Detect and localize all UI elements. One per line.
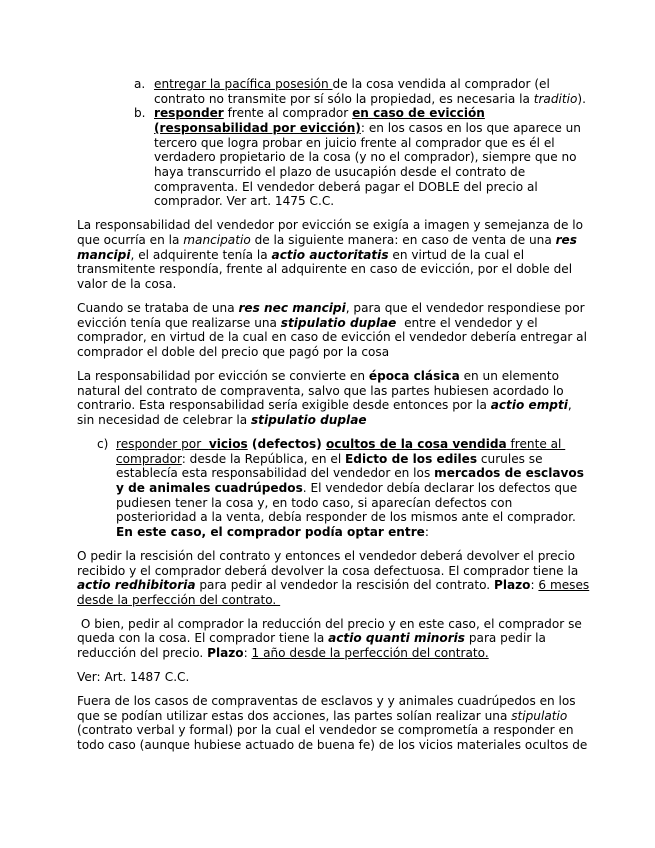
para-5-line-2	[77, 631, 546, 646]
para-7-line-4: todo caso (aunque hubiese actuado de buena fe) de los vicios materiales ocultos de	[77, 738, 588, 752]
item-b-line-1	[154, 106, 485, 121]
item-b-line-6: compraventa. El vendedor deberá pagar el DOBLE del precio al	[154, 180, 538, 194]
para-5-line-3	[77, 646, 489, 661]
item-c-line-7	[116, 525, 429, 540]
para-7-line-3: (contrato verbal y formal) por la cual el vendedor se comprometía a responder en	[77, 723, 574, 737]
para-5-line-1: O bien, pedir al comprador la reducción del precio y en este caso, el comprador se	[77, 617, 582, 631]
text: para pedir al vendedor la rescisión del contrato.	[195, 578, 494, 592]
text: que se podían utilizar estas dos acciones, las partes solían realizar una	[77, 709, 512, 723]
bold-term: época clásica	[368, 369, 460, 383]
bold-italic-term: actio auctoritatis	[271, 248, 389, 262]
text: contrato no transmite por sí sólo la propiedad, es necesaria la	[154, 92, 534, 106]
para-7-line-2	[77, 709, 567, 724]
text: de la cosa vendida al comprador (el	[332, 77, 550, 91]
bold-underlined-text: en caso de evicción	[352, 106, 485, 120]
underlined-text: responder por	[116, 437, 209, 451]
bold-italic-term: res nec mancipi	[238, 301, 346, 315]
para-3-line-3	[77, 398, 572, 413]
text: ).	[577, 92, 586, 106]
text: sin necesidad de celebrar la	[77, 413, 251, 427]
text: . El vendedor debía declarar los defectos que	[302, 481, 578, 495]
para-2-line-3: comprador, en virtud de la cual en caso de evicción el vendedor debería entregar al	[77, 330, 587, 344]
text: establecía esta responsabilidad del vendedor en los	[116, 466, 435, 480]
bold-term: Edicto de los ediles	[345, 452, 478, 466]
text: que ocurría en la	[77, 233, 184, 247]
item-c-line-6: posterioridad a la venta, debía responder de los mismos ante el comprador.	[116, 510, 576, 524]
para-1-line-3	[77, 248, 524, 263]
underlined-text: comprador	[116, 452, 182, 466]
bold-underlined-text: vicios	[208, 437, 248, 451]
text: :	[530, 578, 539, 592]
para-1-line-4: transmitente respondía, frente al adquirente en caso de evicción, por el doble del	[77, 262, 573, 276]
underlined-text: desde la perfección del contrato.	[77, 593, 281, 607]
item-a-line-2	[154, 92, 586, 107]
para-1-line-2	[77, 233, 577, 248]
text: :	[243, 646, 252, 660]
item-b-line-5: haya transcurrido el plazo de usucapión desde el contrato de	[154, 165, 526, 179]
bold-italic-term: res	[555, 233, 577, 247]
italic-term: traditio	[533, 92, 578, 106]
list-marker-b: b.	[134, 106, 146, 120]
para-2-line-2	[77, 316, 538, 331]
para-3-line-4	[77, 413, 367, 428]
text: : desde la República, en el	[181, 452, 346, 466]
bold-term: mercados de esclavos	[434, 466, 584, 480]
italic-term: mancipatio	[183, 233, 251, 247]
text: curules se	[477, 452, 543, 466]
text: La responsabilidad por evicción se convierte en	[77, 369, 369, 383]
item-b-line-4: verdadero propietario de la cosa (y no el comprador), siempre que no	[154, 150, 577, 164]
para-2-line-1	[77, 301, 585, 316]
para-4-line-4	[77, 593, 280, 608]
text: , para que el vendedor respondiese por	[345, 301, 585, 315]
bold-underlined-text: ocultos de la cosa vendida	[325, 437, 507, 451]
item-c-line-5: pudiesen tener la cosa y, en todo caso, si aparecían defectos con	[116, 496, 513, 510]
item-b-line-7: comprador. Ver art. 1475 C.C.	[154, 194, 335, 208]
item-a-line-1	[154, 77, 550, 92]
item-c-line-1	[116, 437, 565, 452]
para-4-line-2: recibido y el comprador deberá devolver la cosa defectuosa. El comprador tiene la	[77, 564, 579, 578]
para-6-line-1: Ver: Art. 1487 C.C.	[77, 670, 190, 684]
para-4-line-1: O pedir la rescisión del contrato y entonces el vendedor deberá devolver el precio	[77, 549, 575, 563]
text: en un elemento	[459, 369, 559, 383]
list-marker-a: a.	[134, 77, 146, 91]
bold-text: (defectos)	[247, 437, 326, 451]
bold-term: Plazo	[207, 646, 244, 660]
text: frente al comprador	[223, 106, 353, 120]
item-b-line-3: tercero que logra probar en juicio frente al comprador que es él el	[154, 136, 555, 150]
para-1-line-1: La responsabilidad del vendedor por evicción se exigía a imagen y semejanza de lo	[77, 218, 584, 232]
text: Cuando se trataba de una	[77, 301, 239, 315]
text: contrario. Esta responsabilidad sería exigible desde entonces por la	[77, 398, 491, 412]
bold-italic-term: stipulatio duplae	[280, 316, 397, 330]
bold-text: En este caso, el comprador podía optar entre	[116, 525, 425, 539]
text: reducción del precio.	[77, 646, 208, 660]
para-3-line-1	[77, 369, 559, 384]
text: en virtud de la cual el	[388, 248, 525, 262]
bold-italic-term: actio quanti minoris	[328, 631, 466, 645]
underlined-text: 1 año desde la perfección del contrato.	[251, 646, 489, 660]
bold-italic-term: actio redhibitoria	[77, 578, 196, 592]
para-7-line-1: Fuera de los casos de compraventas de esclavos y y animales cuadrúpedos en los	[77, 694, 576, 708]
item-c-line-2	[116, 452, 543, 467]
underlined-text: 6 meses	[538, 578, 590, 592]
item-c-line-3	[116, 466, 584, 481]
para-4-line-3	[77, 578, 589, 593]
bold-term: Plazo	[493, 578, 531, 592]
underlined-text: entregar la pacífica posesión	[154, 77, 333, 91]
bold-underlined-text: responder	[154, 106, 224, 120]
underlined-text: frente al	[506, 437, 566, 451]
bold-italic-term: stipulatio duplae	[250, 413, 367, 427]
text: : en los casos en los que aparece un	[360, 121, 581, 135]
bold-term: y de animales cuadrúpedos	[116, 481, 303, 495]
text: , el adquirente tenía la	[130, 248, 272, 262]
bold-underlined-text: (responsabilidad por evicción)	[154, 121, 361, 135]
item-b-line-2	[154, 121, 581, 136]
para-3-line-2: natural del contrato de compraventa, salvo que las partes hubiesen acordado lo	[77, 384, 564, 398]
text: entre el vendedor y el	[396, 316, 538, 330]
text: :	[424, 525, 429, 539]
para-2-line-4: comprador el doble del precio que pagó por la cosa	[77, 345, 390, 359]
list-marker-c: c)	[97, 437, 109, 451]
bold-italic-term: mancipi	[77, 248, 131, 262]
text: para pedir la	[465, 631, 546, 645]
item-c-line-4	[116, 481, 577, 496]
bold-italic-term: actio empti	[490, 398, 568, 412]
text: ,	[567, 398, 572, 412]
text: evicción tenía que realizarse una	[77, 316, 281, 330]
text: de la siguiente manera: en caso de venta de una	[250, 233, 556, 247]
para-1-line-5: valor de la cosa.	[77, 277, 177, 291]
italic-term: stipulatio	[511, 709, 568, 723]
text: queda con la cosa. El comprador tiene la	[77, 631, 329, 645]
